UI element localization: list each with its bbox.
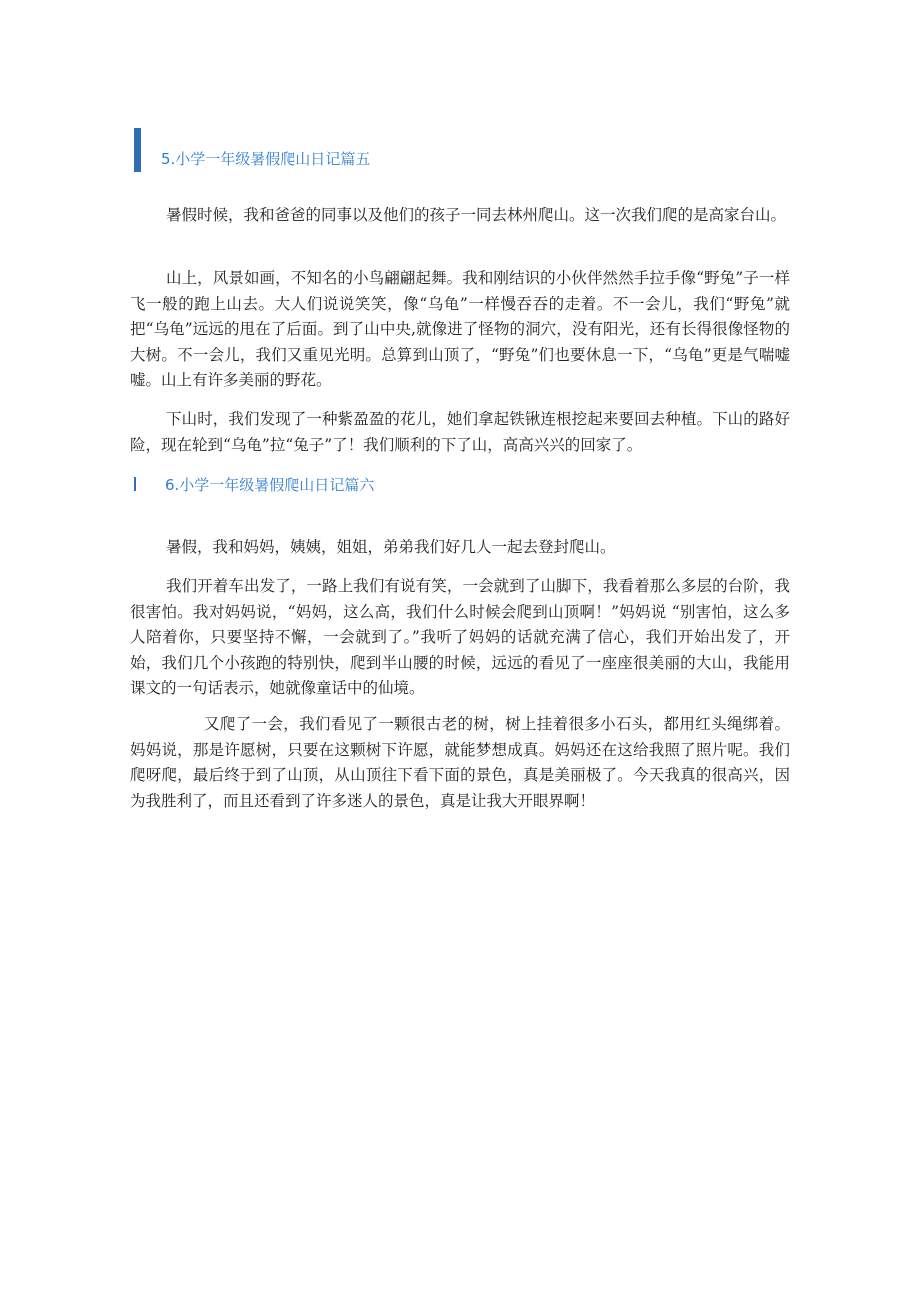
paragraph-5-3: 下山时，我们发现了一种紫盈盈的花儿，她们拿起铁锹连根挖起来要回去种植。下山的路好险，现在轮到“乌龟”拉“兔子”了！我们顺利的下了山，高高兴兴的回家了。 [130, 410, 790, 454]
section-heading-5 [130, 128, 810, 172]
paragraph-5-1: 暑假时候，我和爸爸的同事以及他们的孩子一同去林州爬山。这一次我们爬的是高家台山。 [166, 206, 787, 224]
section-title-5: 5.小学一年级暑假爬山日记篇五 [161, 149, 371, 168]
heading-marker-bar [134, 128, 141, 172]
paragraph-6-2: 我们开着车出发了，一路上我们有说有笑，一会就到了山脚下，我看着那么多层的台阶，我很害怕。我对妈妈说，“妈妈，这么高，我们什么时候会爬到山顶啊！”妈妈说 “别害怕，这么多人陪着你，只要坚持不懈，一会就到了。”我听了妈妈的话就充满了信心，我们开始出发了，开始，我们几个小孩跑的特别快，爬到半山腰的时候，远远的看见了一座座很美丽的大山，我能用课文的一句话表示，她就像童话中的仙境。 [130, 577, 790, 697]
section-heading-6 [130, 474, 810, 494]
section-title-6: 6.小学一年级暑假爬山日记篇六 [165, 475, 375, 494]
heading-marker-bar [134, 477, 136, 491]
paragraph-6-1: 暑假，我和妈妈，姨姨，姐姐，弟弟我们好几人一起去登封爬山。 [166, 538, 616, 556]
paragraph-6-3: 又爬了一会，我们看见了一颗很古老的树，树上挂着很多小石头，都用红头绳绑着。妈妈说，那是许愿树，只要在这颗树下许愿，就能梦想成真。妈妈还在这给我照了照片呢。我们爬呀爬，最后终于到了山顶，从山顶往下看下面的景色，真是美丽极了。今天我真的很高兴，因为我胜利了，而且还看到了许多迷人的景色，真是让我大开眼界啊！ [130, 715, 790, 810]
paragraph-5-2: 山上，风景如画，不知名的小鸟翩翩起舞。我和刚结识的小伙伴然然手拉手像“野兔”子一样飞一般的跑上山去。大人们说说笑笑，像“乌龟”一样慢吞吞的走着。不一会儿，我们“野兔”就把“乌龟”远远的甩在了后面。到了山中央,就像进了怪物的洞穴，没有阳光，还有长得很像怪物的大树。不一会儿，我们又重见光明。总算到山顶了，“野兔”们也要休息一下，“乌龟”更是气喘嘘嘘。山上有许多美丽的野花。 [130, 269, 790, 389]
